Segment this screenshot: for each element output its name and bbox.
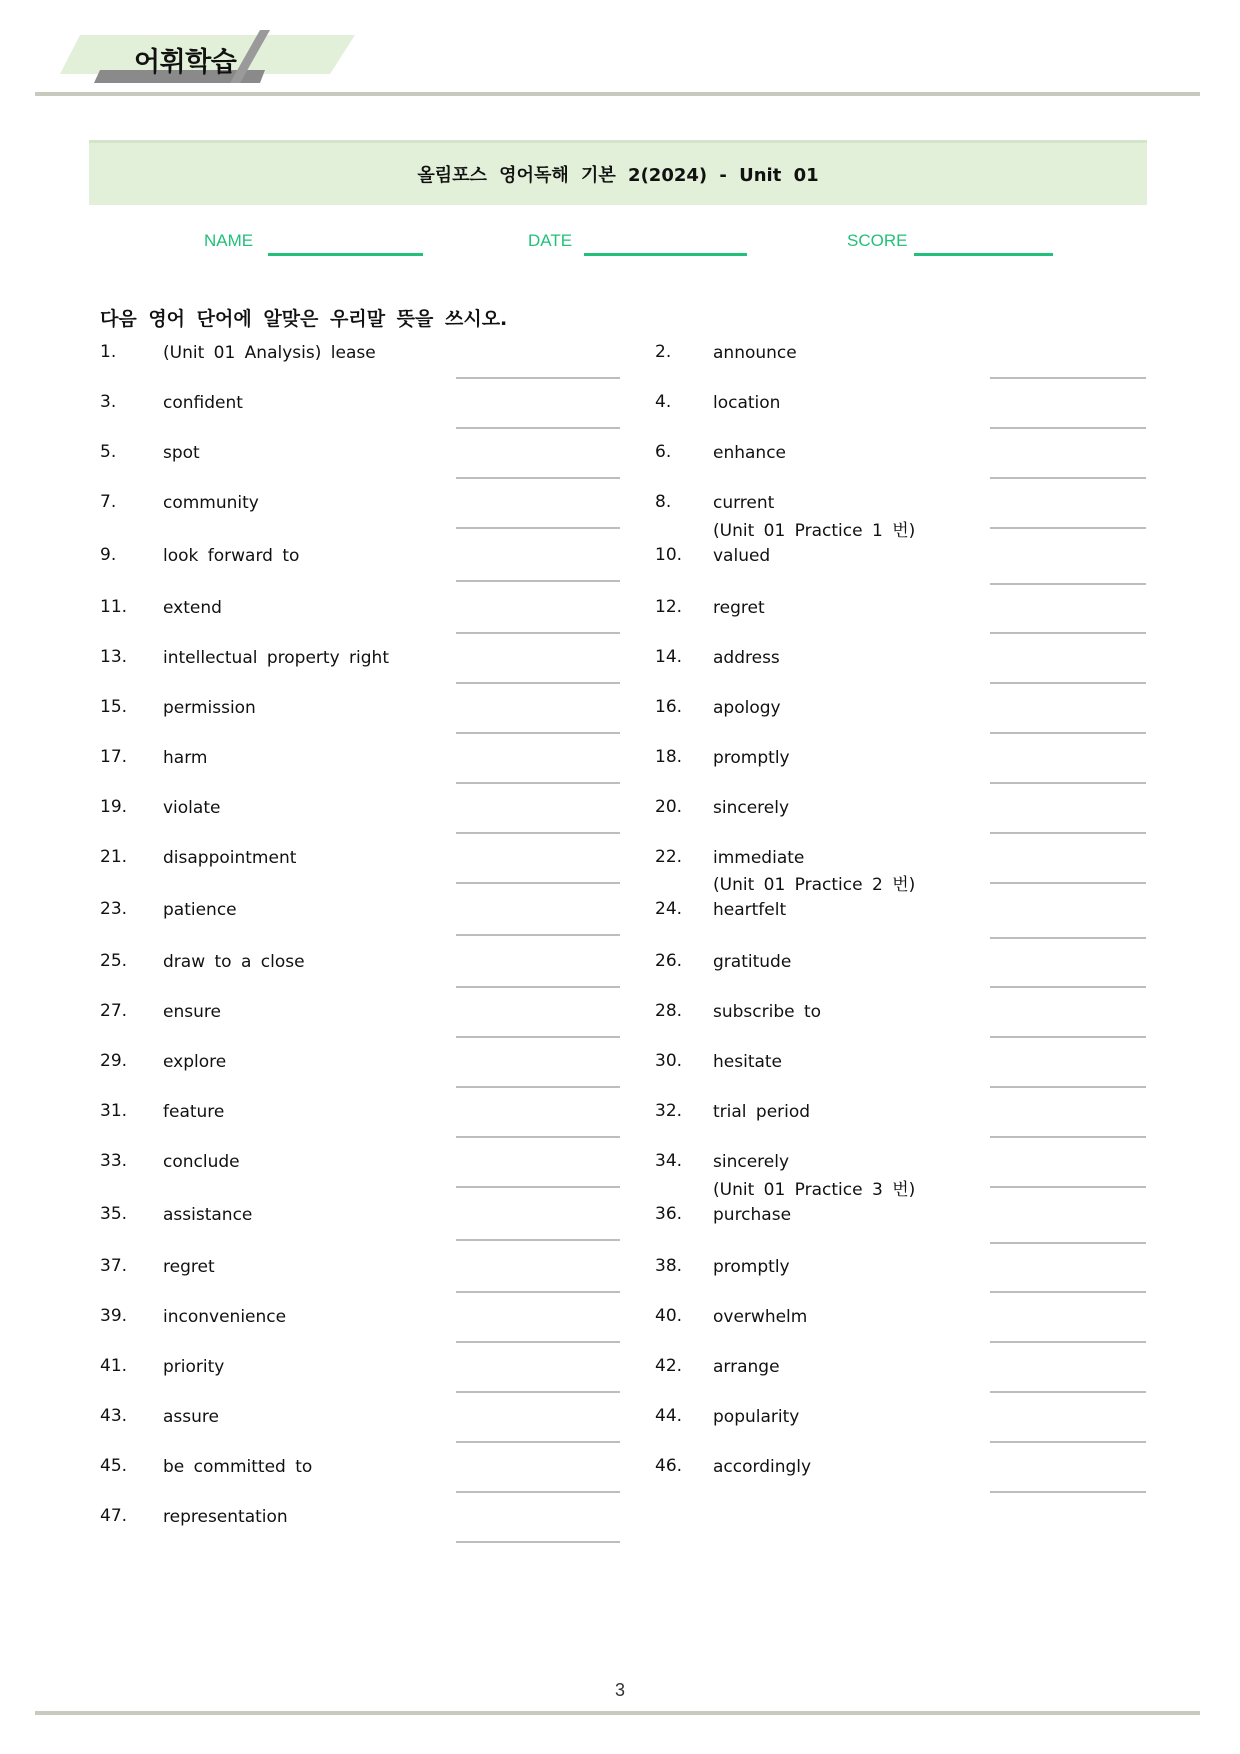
question-word-text: location [713, 393, 781, 413]
question-number: 20. [655, 797, 683, 817]
question-number: 16. [655, 697, 683, 717]
answer-line[interactable] [456, 1491, 620, 1493]
question-word [163, 544, 299, 569]
question-number: 39. [100, 1306, 128, 1326]
answer-line[interactable] [990, 1086, 1146, 1088]
question-word-text: heartfelt [713, 900, 787, 920]
answer-line[interactable] [456, 580, 620, 582]
answer-line[interactable] [456, 1541, 620, 1543]
answer-line[interactable] [990, 427, 1146, 429]
question-number: 12. [655, 597, 683, 617]
question-word [163, 1000, 221, 1025]
question-word [713, 491, 774, 516]
question-word-text: be committed to [163, 1457, 313, 1477]
answer-line[interactable] [990, 986, 1146, 988]
question-word-text: permission [163, 698, 256, 718]
answer-line[interactable] [990, 1341, 1146, 1343]
question-number: 23. [100, 899, 128, 919]
page-number: 3 [614, 1680, 625, 1700]
question-number: 10. [655, 545, 683, 565]
question-word [713, 950, 791, 975]
question-number: 8. [655, 492, 672, 512]
question-word-text: immediate [713, 848, 805, 868]
top-divider [35, 92, 1200, 96]
section-title: 어휘학습 [134, 47, 237, 78]
question-word [163, 696, 256, 721]
question-word-text: priority [163, 1357, 225, 1377]
question-word [163, 341, 376, 366]
date-field[interactable] [584, 253, 747, 256]
name-label: NAME [204, 231, 254, 250]
question-number: 27. [100, 1001, 128, 1021]
answer-line[interactable] [456, 782, 620, 784]
date-label: DATE [528, 231, 573, 250]
question-number: 31. [100, 1101, 128, 1121]
question-word-text: ensure [163, 1002, 221, 1022]
answer-line[interactable] [456, 732, 620, 734]
question-number: 4. [655, 392, 672, 412]
question-number: 1. [100, 342, 117, 362]
question-word-text: promptly [713, 748, 790, 768]
answer-line[interactable] [456, 1391, 620, 1393]
question-word-text: valued [713, 546, 771, 566]
question-word [163, 846, 296, 871]
question-number: 33. [100, 1151, 128, 1171]
question-word-text: regret [713, 598, 765, 618]
answer-line[interactable] [456, 427, 620, 429]
question-word [163, 746, 207, 771]
answer-line[interactable] [990, 732, 1146, 734]
question-word-text: community [163, 493, 259, 513]
question-number: 42. [655, 1356, 683, 1376]
score-label: SCORE [847, 231, 908, 250]
question-word-text: hesitate [713, 1052, 783, 1072]
question-word [163, 898, 237, 923]
question-word-text: intellectual property right [163, 648, 389, 668]
question-word [713, 341, 797, 366]
question-word-text: announce [713, 343, 797, 363]
answer-line[interactable] [990, 477, 1146, 479]
question-word-text: purchase [713, 1205, 792, 1225]
question-number: 28. [655, 1001, 683, 1021]
question-word-text: trial period [713, 1102, 811, 1122]
question-word-text: look forward to [163, 546, 300, 566]
question-word [163, 1255, 215, 1280]
question-number: 34. [655, 1151, 683, 1171]
question-number: 14. [655, 647, 683, 667]
question-word [713, 441, 786, 466]
question-word [163, 1355, 224, 1380]
question-word [713, 519, 915, 569]
answer-line[interactable] [990, 632, 1146, 634]
question-number: 22. [655, 847, 683, 867]
answer-line[interactable] [990, 1491, 1146, 1493]
question-word [713, 1000, 821, 1025]
question-word [163, 1100, 224, 1125]
question-word-text: violate [163, 798, 221, 818]
answer-line[interactable] [990, 1186, 1146, 1188]
question-number: 7. [100, 492, 117, 512]
question-word-text: harm [163, 748, 208, 768]
question-word [713, 796, 789, 821]
question-number: 40. [655, 1306, 683, 1326]
question-word [713, 1255, 790, 1280]
question-word [163, 796, 220, 821]
question-word [163, 646, 389, 671]
question-word [163, 1505, 288, 1530]
question-word-text: apology [713, 698, 781, 718]
question-number: 36. [655, 1204, 683, 1224]
question-word [163, 1150, 240, 1175]
question-word-text: assistance [163, 1205, 253, 1225]
question-word-text: gratitude [713, 952, 792, 972]
question-word [713, 391, 780, 416]
question-number: 19. [100, 797, 128, 817]
question-word [163, 1455, 312, 1480]
question-word-text: (Unit 01 Practice 3 번) [713, 1180, 916, 1200]
answer-line[interactable] [990, 1441, 1146, 1443]
question-word-text: (Unit 01 Practice 2 번) [713, 875, 916, 895]
question-word-text: representation [163, 1507, 288, 1527]
answer-line[interactable] [990, 1291, 1146, 1293]
question-number: 46. [655, 1456, 683, 1476]
question-number: 5. [100, 442, 117, 462]
question-number: 26. [655, 951, 683, 971]
question-word [163, 1203, 252, 1228]
answer-line[interactable] [456, 1239, 620, 1241]
question-word-text: sincerely [713, 1152, 790, 1172]
question-number: 35. [100, 1204, 128, 1224]
answer-line[interactable] [456, 1186, 620, 1188]
question-word [713, 1455, 811, 1480]
question-word [713, 1150, 789, 1175]
answer-line[interactable] [456, 682, 620, 684]
question-word-text: disappointment [163, 848, 297, 868]
question-number: 25. [100, 951, 128, 971]
question-word-text: subscribe to [713, 1002, 822, 1022]
answer-line[interactable] [456, 377, 620, 379]
answer-line[interactable] [456, 632, 620, 634]
question-word-text: feature [163, 1102, 225, 1122]
answer-line[interactable] [456, 527, 620, 529]
question-word-text: (Unit 01 Practice 1 번) [713, 521, 916, 541]
question-word [163, 441, 200, 466]
answer-line[interactable] [990, 1036, 1146, 1038]
answer-line[interactable] [456, 1086, 620, 1088]
question-word [163, 1405, 219, 1430]
question-word [713, 696, 781, 721]
question-number: 3. [100, 392, 117, 412]
answer-line[interactable] [990, 832, 1146, 834]
question-word [713, 1355, 780, 1380]
score-field[interactable] [914, 253, 1053, 256]
question-number: 13. [100, 647, 128, 667]
question-word [163, 491, 259, 516]
question-word-text: explore [163, 1052, 227, 1072]
answer-line[interactable] [990, 527, 1146, 529]
question-word-text: accordingly [713, 1457, 812, 1477]
answer-line[interactable] [990, 1242, 1146, 1244]
question-word [713, 873, 915, 923]
answer-line[interactable] [456, 986, 620, 988]
question-word-text: address [713, 648, 780, 668]
answer-line[interactable] [456, 1441, 620, 1443]
question-number: 2. [655, 342, 672, 362]
instruction: 다음 영어 단어에 알맞은 우리말 뜻을 쓰시오. [100, 308, 508, 330]
question-number: 41. [100, 1356, 128, 1376]
question-word [163, 596, 222, 621]
question-word-text: inconvenience [163, 1307, 287, 1327]
answer-line[interactable] [456, 1341, 620, 1343]
question-word [713, 646, 780, 671]
question-number: 15. [100, 697, 128, 717]
question-word [713, 1305, 807, 1330]
question-word [163, 950, 305, 975]
question-number: 47. [100, 1506, 128, 1526]
answer-line[interactable] [456, 832, 620, 834]
question-number: 17. [100, 747, 128, 767]
question-number: 18. [655, 747, 683, 767]
question-word-text: arrange [713, 1357, 780, 1377]
question-word [713, 1178, 915, 1228]
answer-line[interactable] [990, 1391, 1146, 1393]
question-number: 30. [655, 1051, 683, 1071]
question-word-text: (Unit 01 Analysis) lease [163, 343, 376, 363]
answer-line[interactable] [456, 882, 620, 884]
name-field[interactable] [268, 253, 423, 256]
question-word-text: spot [163, 443, 200, 463]
answer-line[interactable] [456, 477, 620, 479]
question-number: 32. [655, 1101, 683, 1121]
answer-line[interactable] [456, 1136, 620, 1138]
answer-line[interactable] [990, 682, 1146, 684]
question-word-text: current [713, 493, 775, 513]
question-word-text: assure [163, 1407, 219, 1427]
question-word [713, 846, 804, 871]
question-number: 9. [100, 545, 117, 565]
answer-line[interactable] [990, 1136, 1146, 1138]
answer-line[interactable] [990, 782, 1146, 784]
question-number: 38. [655, 1256, 683, 1276]
answer-line[interactable] [456, 1036, 620, 1038]
question-word [163, 1050, 226, 1075]
question-number: 6. [655, 442, 672, 462]
answer-line[interactable] [990, 937, 1146, 939]
question-word [713, 596, 765, 621]
question-word-text: sincerely [713, 798, 790, 818]
question-word-text: conclude [163, 1152, 240, 1172]
question-number: 11. [100, 597, 128, 617]
question-number: 45. [100, 1456, 128, 1476]
question-word [713, 1050, 782, 1075]
worksheet-title: 올림포스 영어독해 기본 2(2024) - Unit 01 [417, 165, 819, 186]
question-word-text: overwhelm [713, 1307, 808, 1327]
question-word [713, 1100, 810, 1125]
question-word-text: enhance [713, 443, 787, 463]
question-word-text: extend [163, 598, 222, 618]
question-word-text: draw to a close [163, 952, 305, 972]
question-word [163, 1305, 286, 1330]
question-number: 29. [100, 1051, 128, 1071]
question-word-text: promptly [713, 1257, 790, 1277]
question-word-text: popularity [713, 1407, 800, 1427]
question-word [713, 1405, 799, 1430]
question-word-text: confident [163, 393, 243, 413]
question-word [713, 746, 790, 771]
answer-line[interactable] [990, 583, 1146, 585]
title-banner [89, 140, 1147, 205]
question-number: 37. [100, 1256, 128, 1276]
question-number: 24. [655, 899, 683, 919]
question-word [163, 391, 243, 416]
answer-line[interactable] [456, 1291, 620, 1293]
answer-line[interactable] [990, 377, 1146, 379]
bottom-divider [35, 1711, 1200, 1715]
question-word-text: patience [163, 900, 237, 920]
question-number: 21. [100, 847, 128, 867]
question-number: 43. [100, 1406, 128, 1426]
answer-line[interactable] [456, 934, 620, 936]
answer-line[interactable] [990, 882, 1146, 884]
question-word-text: regret [163, 1257, 215, 1277]
question-number: 44. [655, 1406, 683, 1426]
